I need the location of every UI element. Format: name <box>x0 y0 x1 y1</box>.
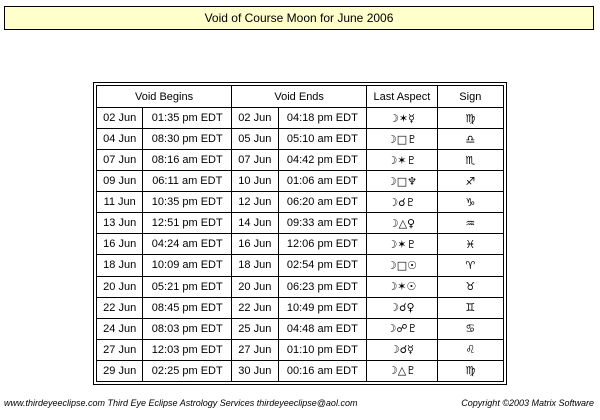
begin-date-cell: 13 Jun <box>97 213 143 234</box>
begin-date-cell: 27 Jun <box>97 339 143 360</box>
begin-date-cell: 07 Jun <box>97 150 143 171</box>
begin-time-cell: 08:30 pm EDT <box>143 129 232 150</box>
end-date-cell: 16 Jun <box>232 234 278 255</box>
sign-cell: ♋ <box>437 318 503 339</box>
sign-cell: ♈ <box>437 255 503 276</box>
header-void-begins: Void Begins <box>97 86 232 108</box>
sign-cell: ♓ <box>437 234 503 255</box>
table-row <box>97 171 504 192</box>
end-date-cell: 14 Jun <box>232 213 278 234</box>
last-aspect-cell: ☽✶♇ <box>367 234 437 255</box>
end-date-cell: 25 Jun <box>232 318 278 339</box>
last-aspect-cell: ☽✶☉ <box>367 276 437 297</box>
begin-time-cell: 02:25 pm EDT <box>143 360 232 381</box>
begin-time-cell: 10:35 pm EDT <box>143 192 232 213</box>
last-aspect-cell: ☽☌♀ <box>367 297 437 318</box>
end-time-cell: 06:23 pm EDT <box>278 276 367 297</box>
end-date-cell: 02 Jun <box>232 108 278 129</box>
end-date-cell: 30 Jun <box>232 360 278 381</box>
begin-time-cell: 12:51 pm EDT <box>143 213 232 234</box>
end-date-cell: 07 Jun <box>232 150 278 171</box>
begin-time-cell: 12:03 pm EDT <box>143 339 232 360</box>
footer-copyright: Copyright ©2003 Matrix Software <box>461 398 594 408</box>
void-of-course-table <box>96 85 504 382</box>
table-row <box>97 360 504 381</box>
begin-date-cell: 20 Jun <box>97 276 143 297</box>
begin-time-cell: 08:45 pm EDT <box>143 297 232 318</box>
sign-cell: ♐ <box>437 171 503 192</box>
table-row <box>97 108 504 129</box>
end-date-cell: 10 Jun <box>232 171 278 192</box>
end-date-cell: 05 Jun <box>232 129 278 150</box>
begin-time-cell: 08:16 am EDT <box>143 150 232 171</box>
end-time-cell: 04:48 am EDT <box>278 318 367 339</box>
end-date-cell: 12 Jun <box>232 192 278 213</box>
table-row <box>97 234 504 255</box>
begin-time-cell: 04:24 am EDT <box>143 234 232 255</box>
end-time-cell: 12:06 pm EDT <box>278 234 367 255</box>
table-header-row <box>97 86 504 108</box>
end-time-cell: 09:33 am EDT <box>278 213 367 234</box>
sign-cell: ♏ <box>437 150 503 171</box>
table-row <box>97 297 504 318</box>
begin-date-cell: 29 Jun <box>97 360 143 381</box>
table-row <box>97 192 504 213</box>
begin-date-cell: 04 Jun <box>97 129 143 150</box>
table-row <box>97 129 504 150</box>
end-date-cell: 22 Jun <box>232 297 278 318</box>
last-aspect-cell: ☽△♇ <box>367 360 437 381</box>
last-aspect-cell: ☽□☉ <box>367 255 437 276</box>
header-void-ends: Void Ends <box>232 86 367 108</box>
last-aspect-cell: ☽☌☿ <box>367 339 437 360</box>
end-time-cell: 01:06 am EDT <box>278 171 367 192</box>
sign-cell: ♍ <box>437 360 503 381</box>
begin-time-cell: 10:09 am EDT <box>143 255 232 276</box>
table-row <box>97 150 504 171</box>
end-time-cell: 10:49 pm EDT <box>278 297 367 318</box>
page-title: Void of Course Moon for June 2006 <box>204 11 394 25</box>
last-aspect-cell: ☽☌♇ <box>367 192 437 213</box>
last-aspect-cell: ☽□♇ <box>367 129 437 150</box>
end-time-cell: 06:20 am EDT <box>278 192 367 213</box>
table-row <box>97 318 504 339</box>
begin-time-cell: 05:21 pm EDT <box>143 276 232 297</box>
last-aspect-cell: ☽□♆ <box>367 171 437 192</box>
sign-cell: ♌ <box>437 339 503 360</box>
page-title-bar <box>4 6 594 30</box>
header-last-aspect: Last Aspect <box>367 86 437 108</box>
sign-cell: ♊ <box>437 297 503 318</box>
sign-cell: ♎ <box>437 129 503 150</box>
end-date-cell: 20 Jun <box>232 276 278 297</box>
table-row <box>97 339 504 360</box>
end-time-cell: 04:18 pm EDT <box>278 108 367 129</box>
last-aspect-cell: ☽△♀ <box>367 213 437 234</box>
end-time-cell: 00:16 am EDT <box>278 360 367 381</box>
end-time-cell: 02:54 pm EDT <box>278 255 367 276</box>
begin-date-cell: 22 Jun <box>97 297 143 318</box>
begin-date-cell: 02 Jun <box>97 108 143 129</box>
footer-contact: www.thirdeyeeclipse.com Third Eye Eclipse Astrology Services thirdeyeeclipse@aol.com <box>4 398 358 408</box>
begin-time-cell: 06:11 am EDT <box>143 171 232 192</box>
begin-time-cell: 01:35 pm EDT <box>143 108 232 129</box>
last-aspect-cell: ☽✶♇ <box>367 150 437 171</box>
sign-cell: ♒ <box>437 213 503 234</box>
table-row <box>97 255 504 276</box>
void-of-course-table-frame <box>93 82 507 385</box>
begin-date-cell: 16 Jun <box>97 234 143 255</box>
begin-time-cell: 08:03 pm EDT <box>143 318 232 339</box>
begin-date-cell: 11 Jun <box>97 192 143 213</box>
table-body <box>97 108 504 382</box>
sign-cell: ♉ <box>437 276 503 297</box>
table-row <box>97 213 504 234</box>
begin-date-cell: 18 Jun <box>97 255 143 276</box>
end-time-cell: 05:10 am EDT <box>278 129 367 150</box>
end-date-cell: 18 Jun <box>232 255 278 276</box>
end-time-cell: 01:10 pm EDT <box>278 339 367 360</box>
end-time-cell: 04:42 pm EDT <box>278 150 367 171</box>
sign-cell: ♑ <box>437 192 503 213</box>
end-date-cell: 27 Jun <box>232 339 278 360</box>
header-sign: Sign <box>437 86 503 108</box>
begin-date-cell: 09 Jun <box>97 171 143 192</box>
table-row <box>97 276 504 297</box>
begin-date-cell: 24 Jun <box>97 318 143 339</box>
last-aspect-cell: ☽✶☿ <box>367 108 437 129</box>
sign-cell: ♍ <box>437 108 503 129</box>
last-aspect-cell: ☽☍♇ <box>367 318 437 339</box>
